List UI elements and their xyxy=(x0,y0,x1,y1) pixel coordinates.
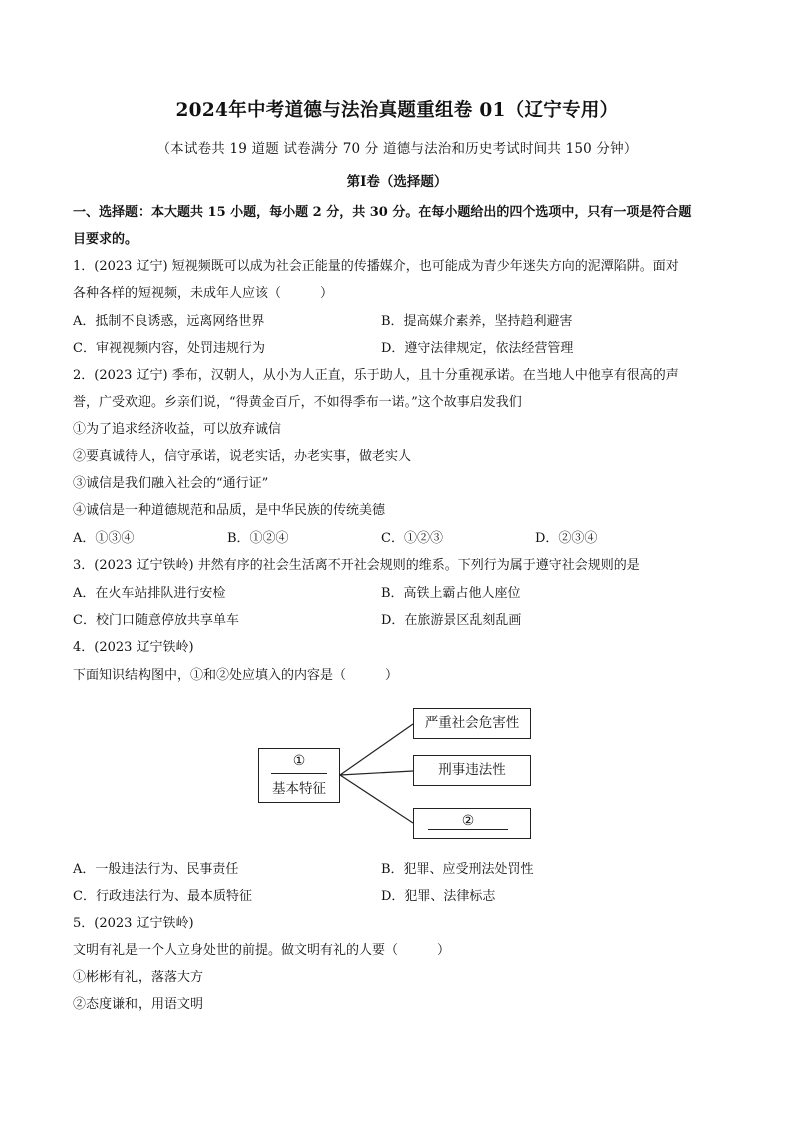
question-2-option-a: A．①③④ xyxy=(73,531,135,546)
diagram-branch-3 xyxy=(413,808,531,839)
diagram-blank-2: ② xyxy=(428,813,508,830)
exam-subtitle: （本试卷共 19 道题 试卷满分 70 分 道德与法治和历史考试时间共 150 分钟） xyxy=(156,141,638,157)
instructions-line-2: 目要求的。 xyxy=(73,232,139,247)
question-5-stem: 文明有礼是一个人立身处世的前提。做文明有礼的人要（ ） xyxy=(73,943,451,958)
question-4-option-d: D．犯罪、法律标志 xyxy=(381,889,496,904)
diagram-branch-1: 严重社会危害性 xyxy=(413,708,531,739)
question-3-stem: 3．(2023 辽宁铁岭) 井然有序的社会生活离不开社会规则的维系。下列行为属于遵守社会规则的是 xyxy=(73,558,640,573)
connector-line-1 xyxy=(340,724,413,775)
question-5-statement-1: ①彬彬有礼，落落大方 xyxy=(73,970,204,985)
question-4-stem: 下面知识结构图中，①和②处应填入的内容是（ ） xyxy=(73,668,399,683)
question-4-source: 4．(2023 辽宁铁岭) xyxy=(73,640,194,655)
question-1-option-c: C．审视视频内容，处罚违规行为 xyxy=(73,341,265,356)
question-1-stem-1: 1．(2023 辽宁) 短视频既可以成为社会正能量的传播媒介，也可能成为青少年迷失方向的泥潭陷阱。面对 xyxy=(73,259,679,274)
question-3-option-d: D．在旅游景区乱刻乱画 xyxy=(381,613,522,628)
diagram-main-label: 基本特征 xyxy=(272,781,326,797)
connector-line-3 xyxy=(340,775,413,823)
question-3-option-c: C．校门口随意停放共享单车 xyxy=(73,613,239,628)
question-2-statement-3: ③诚信是我们融入社会的“通行证” xyxy=(73,476,269,491)
diagram-main-box xyxy=(258,748,340,803)
question-3-option-a: A．在火车站排队进行安检 xyxy=(73,586,226,601)
connector-line-2 xyxy=(340,771,413,775)
question-2-statement-4: ④诚信是一种道德规范和品质，是中华民族的传统美德 xyxy=(73,503,386,518)
question-3-option-b: B．高铁上霸占他人座位 xyxy=(381,586,521,601)
question-5-statement-2: ②态度谦和，用语文明 xyxy=(73,997,204,1012)
question-2-stem-1: 2．(2023 辽宁) 季布，汉朝人，从小为人正直，乐于助人，且十分重视承诺。在当地人中他享有很高的声 xyxy=(73,368,679,383)
question-1-option-d: D．遵守法律规定，依法经营管理 xyxy=(381,341,574,356)
question-1-stem-2: 各种各样的短视频，未成年人应该（ ） xyxy=(73,286,334,301)
question-1-option-a: A．抵制不良诱惑，远离网络世界 xyxy=(73,314,265,329)
question-2-option-d: D．②③④ xyxy=(535,531,598,546)
question-2-statement-2: ②要真诚待人，信守承诺，说老实话，办老实事，做老实人 xyxy=(73,449,412,464)
question-2-option-b: B．①②④ xyxy=(227,531,289,546)
question-4-option-c: C．行政违法行为、最本质特征 xyxy=(73,889,252,904)
section-heading: 第Ⅰ卷（选择题） xyxy=(346,174,448,190)
exam-title: 2024年中考道德与法治真题重组卷 01（辽宁专用） xyxy=(175,100,619,121)
question-4-option-a: A．一般违法行为、民事责任 xyxy=(73,862,239,877)
diagram-blank-1: ① xyxy=(292,753,306,769)
diagram-blank-underline-1 xyxy=(271,773,327,774)
question-1-option-b: B．提高媒介素养，坚持趋利避害 xyxy=(381,314,573,329)
question-2-stem-2: 誉，广受欢迎。乡亲们说，“得黄金百斤，不如得季布一诺。”这个故事启发我们 xyxy=(73,395,522,410)
question-5-source: 5．(2023 辽宁铁岭) xyxy=(73,916,194,931)
question-2-option-c: C．①②③ xyxy=(381,531,443,546)
instructions-line-1: 一、选择题：本大题共 15 小题，每小题 2 分，共 30 分。在每小题给出的四个选项中，只有一项是符合题 xyxy=(73,205,692,220)
diagram-branch-2: 刑事违法性 xyxy=(413,755,531,786)
question-2-statement-1: ①为了追求经济收益，可以放弃诚信 xyxy=(73,422,282,437)
question-4-option-b: B．犯罪、应受刑法处罚性 xyxy=(381,862,534,877)
